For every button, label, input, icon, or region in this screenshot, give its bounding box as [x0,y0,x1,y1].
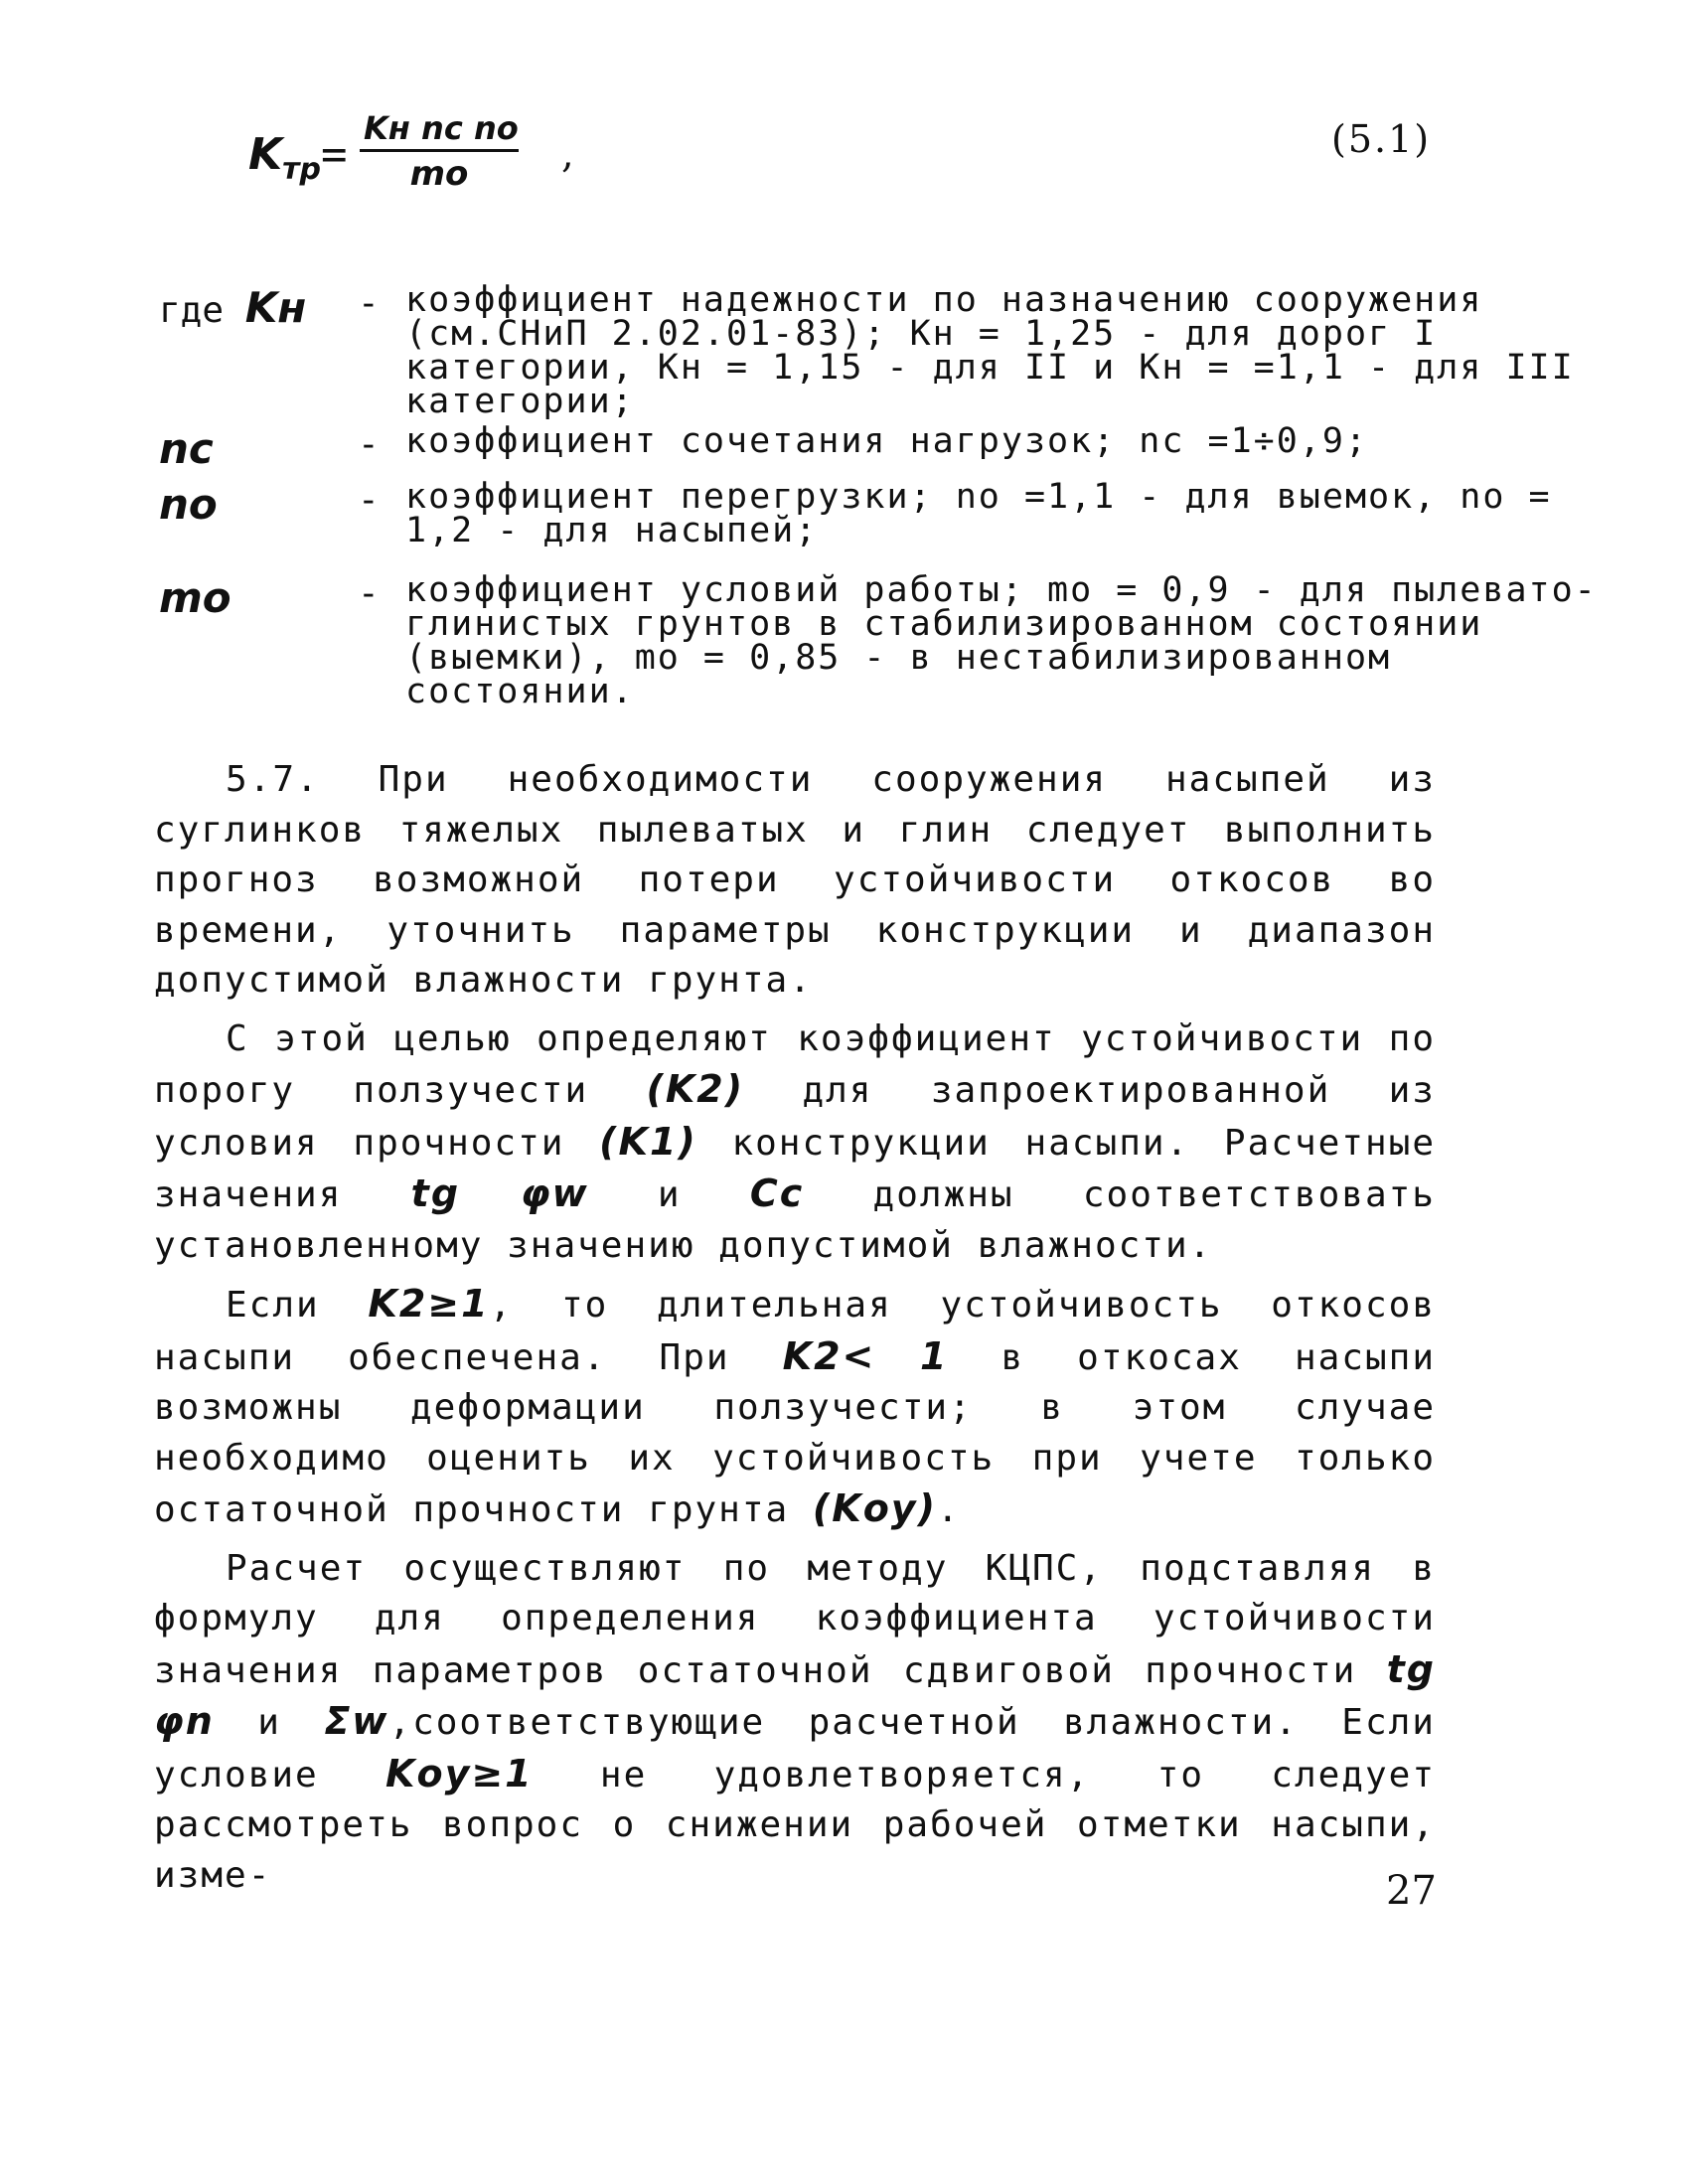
text-run: Если [226,1285,369,1326]
symbol-sigma-w: Σw [324,1699,389,1743]
formula-comma: , [561,131,574,177]
definition-dash: - [358,283,380,324]
text-run: не удовлетворяется, то следует рассмотреть вопрос о снижении рабочей отметки насыпи, изме- [154,1754,1437,1896]
formula-equals: = [320,129,348,180]
page-number: 27 [1386,1868,1437,1914]
formula-lhs-subscript: тр [282,151,321,187]
text-run: Расчет осуществляют по методу КЦПС, подставляя в формулу для определения коэффициента устойчивости значения параметров остаточной сдвиговой прочности [154,1547,1436,1691]
definition-symbol: mo [159,573,231,622]
definition-dash: - [358,573,380,614]
text-run: должны соответствовать установленному значению допустимой влажности. [154,1174,1436,1266]
formula-fraction [360,109,519,194]
definition-no [159,477,1608,573]
equation-number: (5.1) [1331,117,1432,161]
formula-lhs-symbol: K [248,129,283,180]
formula-numerator: Kн nc no [360,109,519,152]
text-run: в откосах насыпи возможны деформации ползучести; в этом случае необходимо оценить их устойчивость при учете только остаточной прочности грунта [154,1336,1436,1530]
symbol-k1: (K1) [599,1119,697,1164]
symbol-k2: (K2) [646,1067,745,1111]
formula-lhs [248,129,347,187]
text-run: , то длительная устойчивость откосов насыпи обеспечена. При [154,1285,1437,1378]
symbol-koy-ge-1: Kоу≥1 [385,1751,534,1795]
paragraph-stability-condition [154,1279,1436,1536]
text-run: ,соответствующие расчетной влажности. Если условие [154,1702,1436,1795]
symbol-cc: Cc [749,1171,805,1215]
body-text [154,755,1436,1909]
symbol-k2-lt-1: K2< 1 [782,1333,949,1378]
definition-mo [159,570,1608,712]
definition-nc [159,421,1608,480]
definition-text: коэффициент надежности по назначению сооружения (см.СНиП 2.02.01-83); Kн = 1,25 - для дорог I категории, Kн = 1,15 - для II и Kн = =1,1 - для III категории; [405,280,1575,421]
text-run: С этой целью определяют коэффициент устойчивости по порогу ползучести [154,1017,1436,1111]
definition-lead: где [159,290,225,331]
symbol-k2-ge-1: K2≥1 [368,1282,490,1326]
text-run: . [936,1489,961,1530]
symbol-tg-phi-w: tg φw [410,1171,589,1215]
definition-symbol: nc [159,424,214,473]
symbol-koy: (Kоу) [812,1486,937,1530]
definition-kn [159,280,1608,424]
paragraph-calculation-method [154,1544,1436,1902]
definition-dash: - [358,424,380,465]
text-run: и [588,1174,750,1215]
paragraph-creep-threshold [154,1014,1436,1272]
definition-symbol: no [159,480,218,529]
text-run: для запроектированной из условия прочности [154,1070,1436,1164]
definition-text: коэффициент перегрузки; no =1,1 - для выемок, no = 1,2 - для насыпей; [405,477,1552,550]
definition-symbol: Kн [244,283,307,332]
text-run: конструкции насыпи. Расчетные значения [154,1122,1436,1215]
definition-text: коэффициент сочетания нагрузок; nc =1÷0,9; [405,421,1369,461]
definition-text: коэффициент условий работы; mo = 0,9 - для пылевато-глинистых грунтов в стабилизированном состоянии (выемки), mo = 0,85 - в нестабилизированном состоянии. [405,570,1598,711]
text-run: и [214,1702,325,1743]
definitions-list [159,280,1608,712]
formula-denominator: mo [409,154,469,194]
definition-dash: - [358,480,380,521]
symbol-tg-phi-n: tg φn [154,1646,1436,1743]
paragraph-5-7: 5.7. При необходимости сооружения насыпей из суглинков тяжелых пылеватых и глин следует выполнить прогноз возможной потери устойчивости откосов во времени, уточнить параметры конструкции и диапазон допустимой влажности грунта. [154,759,1436,1001]
